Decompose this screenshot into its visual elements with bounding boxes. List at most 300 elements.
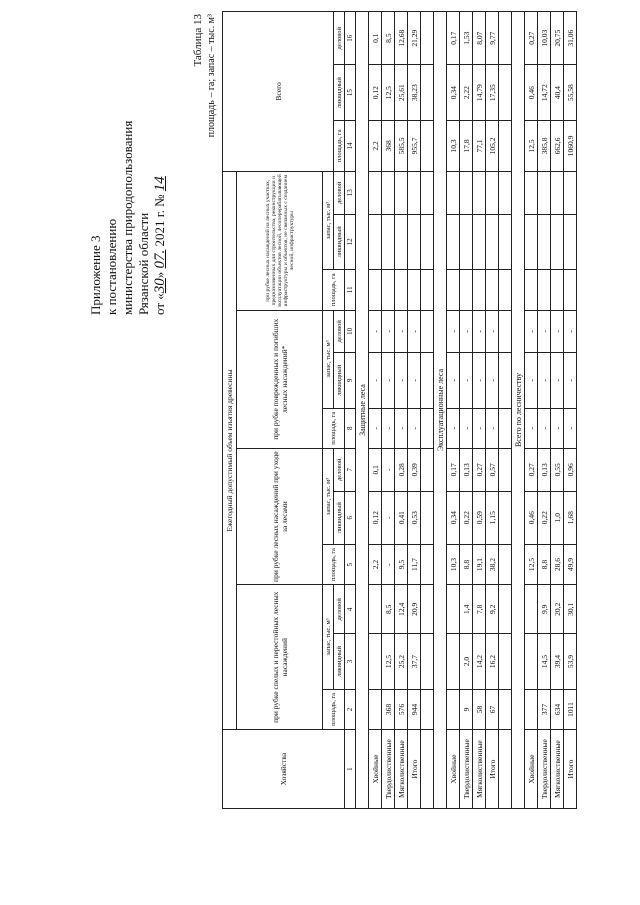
table-cell: 14,72 xyxy=(538,65,551,120)
table-cell: 368 xyxy=(382,120,395,171)
spacer-cell xyxy=(421,730,434,809)
column-number: 1 xyxy=(345,730,356,809)
table-cell xyxy=(525,634,538,689)
spacer-cell xyxy=(421,120,434,171)
table-cell xyxy=(447,634,460,689)
farm-name: Хвойные xyxy=(369,730,382,809)
decree-number: 14 xyxy=(152,176,168,192)
column-number: 16 xyxy=(345,12,356,65)
stock-header: запас, тыс. м³ xyxy=(323,585,334,689)
table-cell: 0,28 xyxy=(395,448,408,491)
table-cell: - xyxy=(564,408,577,448)
table-cell: 0,22 xyxy=(460,491,473,544)
infrastructure-header: при рубке лесных насаждений на лесных участках, предназначенных для строительства, реконструкции и эксплуатации объектов лесной, лесоперерабатывающей инфраструктуры и объектов, не связанных с созданием лесной, инфраструктуры xyxy=(237,171,323,310)
section-header-row xyxy=(512,12,525,809)
spacer-cell xyxy=(499,120,512,171)
column-number: 11 xyxy=(345,270,356,310)
liquid-header: ликвидный xyxy=(334,634,345,689)
section-title: Защитные леса xyxy=(356,12,369,809)
table-cell xyxy=(460,270,473,310)
table-cell: - xyxy=(525,353,538,408)
stock-header: запас, тыс. м³ xyxy=(323,448,334,544)
column-number: 14 xyxy=(345,120,356,171)
table-cell xyxy=(460,214,473,269)
table-cell: 1,0 xyxy=(551,491,564,544)
table-cell xyxy=(473,270,486,310)
table-cell: 39,4 xyxy=(551,634,564,689)
table-cell xyxy=(538,171,551,214)
ministry-line: министерства природопользования xyxy=(120,120,135,315)
liquid-header: ликвидный xyxy=(334,353,345,408)
table-cell xyxy=(525,689,538,729)
table-cell: 8,5 xyxy=(382,12,395,65)
table-cell xyxy=(460,171,473,214)
spacer-cell xyxy=(421,634,434,689)
table-cell: 40,4 xyxy=(551,65,564,120)
table-cell: 0,46 xyxy=(525,491,538,544)
spacer-cell xyxy=(421,544,434,584)
section-title: Всего по лесничеству xyxy=(512,12,525,809)
table-cell xyxy=(525,270,538,310)
table-cell: 0,12 xyxy=(369,491,382,544)
farm-name: Итого xyxy=(564,730,577,809)
table-cell: 105,2 xyxy=(486,120,499,171)
units-note: площадь – га; запас – тыс. м³ xyxy=(206,14,217,138)
spacer-cell xyxy=(499,65,512,120)
business-header: деловой xyxy=(334,171,345,214)
table-cell xyxy=(551,270,564,310)
table-cell xyxy=(447,585,460,634)
spacer-cell xyxy=(421,353,434,408)
table-cell: 49,9 xyxy=(564,544,577,584)
table-row xyxy=(486,12,499,809)
table-cell: 0,27 xyxy=(525,448,538,491)
spacer-cell xyxy=(421,310,434,353)
table-cell: 0,1 xyxy=(369,12,382,65)
table-cell xyxy=(369,689,382,729)
region-line: Рязанской области xyxy=(136,212,151,315)
table-cell: - xyxy=(369,353,382,408)
table-cell: - xyxy=(382,310,395,353)
column-number: 5 xyxy=(345,544,356,584)
table-cell: 0,34 xyxy=(447,491,460,544)
table-cell: - xyxy=(551,353,564,408)
table-cell xyxy=(525,214,538,269)
table-row xyxy=(395,12,408,809)
table-cell: 1,53 xyxy=(460,12,473,65)
table-cell xyxy=(369,585,382,634)
table-cell: 955,7 xyxy=(408,120,421,171)
table-cell: 12,5 xyxy=(382,65,395,120)
spacer-cell xyxy=(499,270,512,310)
business-header: деловой xyxy=(334,310,345,353)
table-cell xyxy=(551,171,564,214)
care-header: при рубке лесных насаждений при уходе за лесами xyxy=(237,448,323,584)
table-cell: - xyxy=(447,353,460,408)
table-cell xyxy=(538,214,551,269)
spacer-cell xyxy=(421,448,434,491)
farm-name: Твердолиственные xyxy=(538,730,551,809)
table-cell: 0,27 xyxy=(473,448,486,491)
table-cell: - xyxy=(473,353,486,408)
table-cell: 12,68 xyxy=(395,12,408,65)
spacer-cell xyxy=(499,730,512,809)
table-cell: 368 xyxy=(382,689,395,729)
farm-name: Хвойные xyxy=(525,730,538,809)
table-cell: 662,6 xyxy=(551,120,564,171)
table-cell: - xyxy=(473,408,486,448)
table-row xyxy=(551,12,564,809)
table-cell: - xyxy=(382,408,395,448)
table-cell: - xyxy=(408,310,421,353)
spacer-cell xyxy=(421,270,434,310)
table-cell: 12,4 xyxy=(395,585,408,634)
spacer-cell xyxy=(499,214,512,269)
table-cell: - xyxy=(486,353,499,408)
table-row xyxy=(538,12,551,809)
farm-name: Хвойные xyxy=(447,730,460,809)
table-cell: - xyxy=(408,408,421,448)
table-row xyxy=(473,12,486,809)
table-cell: 0,27 xyxy=(525,12,538,65)
column-number: 2 xyxy=(345,689,356,729)
table-cell: 53,9 xyxy=(564,634,577,689)
table-cell: 1011 xyxy=(564,689,577,729)
column-number: 7 xyxy=(345,448,356,491)
table-cell: 20,2 xyxy=(551,585,564,634)
table-cell: - xyxy=(382,448,395,491)
spacer-cell xyxy=(421,65,434,120)
spacer-cell xyxy=(421,214,434,269)
spacer-cell xyxy=(499,491,512,544)
table-cell: - xyxy=(369,408,382,448)
column-number: 3 xyxy=(345,634,356,689)
table-cell: - xyxy=(551,408,564,448)
table-cell: - xyxy=(538,353,551,408)
table-cell: 10,3 xyxy=(447,544,460,584)
table-cell xyxy=(473,171,486,214)
table-row xyxy=(447,12,460,809)
table-cell: - xyxy=(460,408,473,448)
table-cell: 8,8 xyxy=(538,544,551,584)
liquid-header: ликвидный xyxy=(334,491,345,544)
table-cell: - xyxy=(382,544,395,584)
spacer-cell xyxy=(421,585,434,634)
table-cell: 11,7 xyxy=(408,544,421,584)
table-cell: 12,5 xyxy=(525,544,538,584)
table-cell: 0,53 xyxy=(408,491,421,544)
harvest-table xyxy=(222,11,577,809)
section-title: Эксплуатационные леса xyxy=(434,12,447,809)
table-cell: 0,59 xyxy=(473,491,486,544)
column-numbers-row xyxy=(345,12,356,809)
table-cell xyxy=(525,585,538,634)
column-number: 9 xyxy=(345,353,356,408)
table-cell xyxy=(369,634,382,689)
date-year: 2021 xyxy=(152,220,167,250)
table-cell: 1060,9 xyxy=(564,120,577,171)
table-cell xyxy=(447,270,460,310)
table-cell: 8,5 xyxy=(382,585,395,634)
table-cell xyxy=(408,214,421,269)
table-cell xyxy=(369,270,382,310)
column-number: 8 xyxy=(345,408,356,448)
table-cell: 0,1 xyxy=(369,448,382,491)
table-cell: 385,8 xyxy=(538,120,551,171)
table-cell: 14,5 xyxy=(538,634,551,689)
stock-header: запас, тыс. м³ xyxy=(323,171,334,269)
table-cell: 12,5 xyxy=(525,120,538,171)
table-row xyxy=(564,12,577,809)
table-cell: 0,96 xyxy=(564,448,577,491)
table-cell: - xyxy=(538,310,551,353)
table-cell xyxy=(447,171,460,214)
table-cell xyxy=(486,214,499,269)
table-cell: 25,61 xyxy=(395,65,408,120)
table-row xyxy=(525,12,538,809)
area-header: площадь, га xyxy=(323,544,345,584)
spacer-cell xyxy=(499,353,512,408)
table-cell: 9,77 xyxy=(486,12,499,65)
table-cell xyxy=(447,689,460,729)
farm-name: Твердолиственные xyxy=(382,730,395,809)
table-cell xyxy=(382,270,395,310)
table-cell: 0,13 xyxy=(538,448,551,491)
spacer-cell xyxy=(499,585,512,634)
table-cell: 9,5 xyxy=(395,544,408,584)
table-cell: - xyxy=(486,408,499,448)
spacer-row xyxy=(421,12,434,809)
table-cell: 377 xyxy=(538,689,551,729)
table-cell xyxy=(564,171,577,214)
table-cell xyxy=(551,214,564,269)
farm-name: Мягколиственные xyxy=(551,730,564,809)
table-cell: 0,34 xyxy=(447,65,460,120)
table-cell: - xyxy=(473,310,486,353)
table-cell: 1,15 xyxy=(486,491,499,544)
table-cell: - xyxy=(382,353,395,408)
table-cell: 77,1 xyxy=(473,120,486,171)
spacer-cell xyxy=(499,634,512,689)
table-cell: 0,17 xyxy=(447,12,460,65)
table-title: Таблица 13 xyxy=(192,14,204,67)
spacer-cell xyxy=(499,689,512,729)
table-cell: 67 xyxy=(486,689,499,729)
spacer-cell xyxy=(499,12,512,65)
column-number: 6 xyxy=(345,491,356,544)
table-cell xyxy=(473,214,486,269)
damaged-header: при рубке поврежденных и погибших лесных насаждений* xyxy=(237,310,323,448)
table-cell: 10,03 xyxy=(538,12,551,65)
table-cell: - xyxy=(460,353,473,408)
table-cell: - xyxy=(447,408,460,448)
date-line: от «30» 07. 2021 г. № 14 xyxy=(152,176,168,315)
table-cell: - xyxy=(395,310,408,353)
table-cell: 20,9 xyxy=(408,585,421,634)
table-cell xyxy=(369,171,382,214)
table-cell xyxy=(408,270,421,310)
table-row xyxy=(369,12,382,809)
area-header: площадь, га xyxy=(323,408,345,448)
table-cell xyxy=(369,214,382,269)
date-month: 07. xyxy=(152,249,168,269)
table-cell: 38,23 xyxy=(408,65,421,120)
table-cell xyxy=(408,171,421,214)
table-cell: 585,5 xyxy=(395,120,408,171)
table-cell: 58 xyxy=(473,689,486,729)
table-cell: 17,35 xyxy=(486,65,499,120)
table-cell: - xyxy=(369,310,382,353)
spacer-cell xyxy=(499,310,512,353)
liquid-header: ликвидный xyxy=(334,214,345,269)
section-header-row xyxy=(356,12,369,809)
table-cell: 0,46 xyxy=(525,65,538,120)
table-cell: 9,2 xyxy=(486,585,499,634)
table-cell: 0,55 xyxy=(551,448,564,491)
table-row xyxy=(408,12,421,809)
table-cell: 634 xyxy=(551,689,564,729)
table-cell: 2,22 xyxy=(460,65,473,120)
table-cell: - xyxy=(447,310,460,353)
spacer-cell xyxy=(499,171,512,214)
table-cell: 7,8 xyxy=(473,585,486,634)
decree-line: к постановлению xyxy=(104,218,119,315)
farm-name: Итого xyxy=(486,730,499,809)
table-cell: 12,5 xyxy=(382,634,395,689)
table-cell: - xyxy=(395,353,408,408)
column-number: 10 xyxy=(345,310,356,353)
table-cell: 30,1 xyxy=(564,585,577,634)
table-row xyxy=(460,12,473,809)
table-cell: 21,29 xyxy=(408,12,421,65)
annual-header: Ежегодный допустимый объем изъятия древесины xyxy=(223,171,237,729)
farm-name: Итого xyxy=(408,730,421,809)
table-cell xyxy=(564,214,577,269)
spacer-cell xyxy=(421,12,434,65)
table-cell: 14,2 xyxy=(473,634,486,689)
area-header: площадь, га xyxy=(323,270,345,310)
table-cell: - xyxy=(460,310,473,353)
table-cell xyxy=(538,270,551,310)
table-cell: - xyxy=(551,310,564,353)
table-cell: 0,12 xyxy=(369,65,382,120)
table-cell: 25,2 xyxy=(395,634,408,689)
table-body xyxy=(356,12,577,809)
table-cell: 28,6 xyxy=(551,544,564,584)
column-number: 12 xyxy=(345,214,356,269)
column-number: 15 xyxy=(345,65,356,120)
spacer-cell xyxy=(499,448,512,491)
table-cell: 8,8 xyxy=(460,544,473,584)
table-cell: 1,68 xyxy=(564,491,577,544)
farms-header: Хозяйства xyxy=(223,730,345,809)
farm-name: Мягколиственные xyxy=(473,730,486,809)
table-cell: 9 xyxy=(460,689,473,729)
spacer-cell xyxy=(499,408,512,448)
table-cell xyxy=(447,214,460,269)
table-cell: 14,79 xyxy=(473,65,486,120)
table-cell: 20,75 xyxy=(551,12,564,65)
table-cell: 17,8 xyxy=(460,120,473,171)
table-cell: 31,06 xyxy=(564,12,577,65)
table-cell: - xyxy=(525,310,538,353)
table-cell xyxy=(395,171,408,214)
table-cell: - xyxy=(564,310,577,353)
appendix-line: Приложение 3 xyxy=(88,235,103,315)
table-cell xyxy=(382,171,395,214)
table-cell: - xyxy=(408,353,421,408)
area-header: площадь, га xyxy=(323,689,345,729)
total-header: Всего xyxy=(223,12,334,172)
table-cell: - xyxy=(538,408,551,448)
table-cell xyxy=(564,270,577,310)
table-cell: 19,1 xyxy=(473,544,486,584)
farm-name: Твердолиственные xyxy=(460,730,473,809)
date-day: 30 xyxy=(152,278,168,294)
table-cell: 9,9 xyxy=(538,585,551,634)
table-cell: 0,22 xyxy=(538,491,551,544)
table-cell: 2,0 xyxy=(460,634,473,689)
business-header: деловой xyxy=(334,585,345,634)
table-cell xyxy=(486,171,499,214)
appendix-header xyxy=(88,15,168,315)
table-cell: 576 xyxy=(395,689,408,729)
table-cell: - xyxy=(525,408,538,448)
table-cell: 2,2 xyxy=(369,544,382,584)
column-number: 13 xyxy=(345,171,356,214)
table-cell xyxy=(395,270,408,310)
section-header-row xyxy=(434,12,447,809)
table-cell: 16,2 xyxy=(486,634,499,689)
table-cell: 2,2 xyxy=(369,120,382,171)
table-cell xyxy=(395,214,408,269)
table-cell: 37,7 xyxy=(408,634,421,689)
table-cell xyxy=(486,270,499,310)
table-cell xyxy=(382,214,395,269)
table-cell: - xyxy=(395,408,408,448)
stock-header: запас, тыс. м³ xyxy=(323,310,334,408)
table-row xyxy=(382,12,395,809)
spacer-cell xyxy=(421,491,434,544)
total-area-header: площадь, га xyxy=(334,120,345,171)
table-cell: 0,57 xyxy=(486,448,499,491)
table-cell: 1,4 xyxy=(460,585,473,634)
business-header: деловой xyxy=(334,448,345,491)
table-cell: 38,2 xyxy=(486,544,499,584)
table-cell: 0,17 xyxy=(447,448,460,491)
spacer-cell xyxy=(421,171,434,214)
table-cell xyxy=(525,171,538,214)
table-cell: 0,39 xyxy=(408,448,421,491)
table-cell: 10,3 xyxy=(447,120,460,171)
table-cell: - xyxy=(564,353,577,408)
mature-header: при рубке спелых и перестойных лесных насаждений xyxy=(237,585,323,730)
business-header: деловой xyxy=(334,12,345,65)
spacer-cell xyxy=(421,408,434,448)
table-cell: - xyxy=(382,491,395,544)
table-cell: 944 xyxy=(408,689,421,729)
table-cell: - xyxy=(486,310,499,353)
column-number: 4 xyxy=(345,585,356,634)
table-cell: 55,58 xyxy=(564,65,577,120)
spacer-row xyxy=(499,12,512,809)
table-cell: 0,13 xyxy=(460,448,473,491)
spacer-cell xyxy=(499,544,512,584)
liquid-header: ликвидный xyxy=(334,65,345,120)
spacer-cell xyxy=(421,689,434,729)
table-cell: 8,07 xyxy=(473,12,486,65)
farm-name: Мягколиственные xyxy=(395,730,408,809)
